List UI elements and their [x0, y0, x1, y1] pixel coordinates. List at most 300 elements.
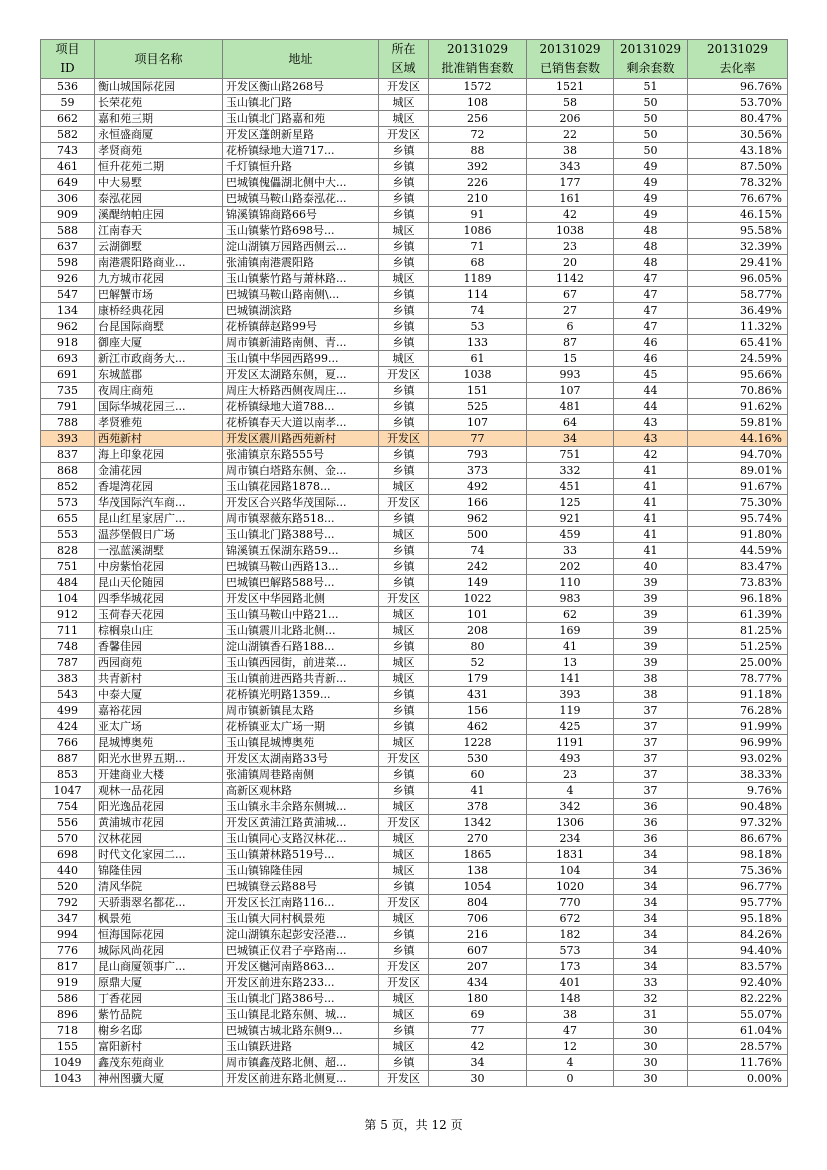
- cell-approved: 1342: [429, 815, 527, 831]
- cell-area: 乡镇: [379, 639, 429, 655]
- table-row: [41, 687, 788, 703]
- table-row: [41, 575, 788, 591]
- cell-name: 汉林花园: [95, 831, 223, 847]
- cell-area: 城区: [379, 527, 429, 543]
- project-table: [40, 39, 788, 1087]
- cell-address: 周市镇鑫茂路北侧、超...: [223, 1055, 379, 1071]
- cell-rate: 70.86%: [688, 383, 788, 399]
- cell-rate: 28.57%: [688, 1039, 788, 1055]
- cell-area: 乡镇: [379, 703, 429, 719]
- cell-id: 104: [41, 591, 95, 607]
- cell-area: 城区: [379, 655, 429, 671]
- header-remaining-line2: 剩余套数: [614, 59, 688, 79]
- table-row: [41, 287, 788, 303]
- cell-name: 溪醍纳帕庄园: [95, 207, 223, 223]
- cell-id: 693: [41, 351, 95, 367]
- cell-id: 828: [41, 543, 95, 559]
- cell-remaining: 30: [614, 1023, 688, 1039]
- cell-remaining: 37: [614, 751, 688, 767]
- cell-rate: 55.07%: [688, 1007, 788, 1023]
- cell-remaining: 36: [614, 799, 688, 815]
- cell-sold: 983: [527, 591, 614, 607]
- cell-sold: 87: [527, 335, 614, 351]
- cell-remaining: 34: [614, 847, 688, 863]
- cell-name: 中泰大厦: [95, 687, 223, 703]
- cell-remaining: 44: [614, 399, 688, 415]
- cell-approved: 133: [429, 335, 527, 351]
- cell-rate: 44.16%: [688, 431, 788, 447]
- cell-sold: 12: [527, 1039, 614, 1055]
- cell-id: 1047: [41, 783, 95, 799]
- cell-approved: 53: [429, 319, 527, 335]
- cell-name: 御座大厦: [95, 335, 223, 351]
- table-row: [41, 847, 788, 863]
- cell-remaining: 37: [614, 719, 688, 735]
- cell-rate: 96.18%: [688, 591, 788, 607]
- cell-address: 玉山镇萧林路519号...: [223, 847, 379, 863]
- cell-rate: 81.25%: [688, 623, 788, 639]
- table-row: [41, 111, 788, 127]
- cell-id: 919: [41, 975, 95, 991]
- cell-rate: 46.15%: [688, 207, 788, 223]
- table-row: [41, 975, 788, 991]
- cell-area: 乡镇: [379, 1055, 429, 1071]
- cell-sold: 1306: [527, 815, 614, 831]
- cell-id: 59: [41, 95, 95, 111]
- cell-approved: 226: [429, 175, 527, 191]
- cell-approved: 108: [429, 95, 527, 111]
- cell-area: 开发区: [379, 431, 429, 447]
- cell-name: 阳光逸品花园: [95, 799, 223, 815]
- cell-area: 开发区: [379, 591, 429, 607]
- cell-remaining: 49: [614, 175, 688, 191]
- table-row: [41, 879, 788, 895]
- table-row: [41, 79, 788, 95]
- cell-sold: 110: [527, 575, 614, 591]
- header-sold-line2: 已销售套数: [527, 59, 614, 79]
- cell-address: 周市镇翠薇东路518...: [223, 511, 379, 527]
- cell-name: 开建商业大楼: [95, 767, 223, 783]
- cell-rate: 96.99%: [688, 735, 788, 751]
- cell-address: 淀山湖镇万园路西侧云...: [223, 239, 379, 255]
- cell-address: 淀山湖镇香石路188...: [223, 639, 379, 655]
- cell-approved: 88: [429, 143, 527, 159]
- cell-rate: 25.00%: [688, 655, 788, 671]
- cell-address: 开发区太湖路东侧，夏...: [223, 367, 379, 383]
- cell-name: 台昆国际商墅: [95, 319, 223, 335]
- cell-approved: 793: [429, 447, 527, 463]
- cell-remaining: 34: [614, 895, 688, 911]
- cell-sold: 393: [527, 687, 614, 703]
- cell-id: 588: [41, 223, 95, 239]
- cell-remaining: 47: [614, 287, 688, 303]
- cell-remaining: 48: [614, 239, 688, 255]
- cell-name: 恒海国际花园: [95, 927, 223, 943]
- cell-sold: 161: [527, 191, 614, 207]
- cell-area: 乡镇: [379, 783, 429, 799]
- cell-approved: 156: [429, 703, 527, 719]
- cell-area: 乡镇: [379, 319, 429, 335]
- cell-name: 巴解蟹市场: [95, 287, 223, 303]
- cell-approved: 42: [429, 1039, 527, 1055]
- cell-approved: 71: [429, 239, 527, 255]
- cell-area: 乡镇: [379, 511, 429, 527]
- cell-area: 城区: [379, 911, 429, 927]
- table-row: [41, 639, 788, 655]
- cell-id: 155: [41, 1039, 95, 1055]
- table-row: [41, 703, 788, 719]
- cell-name: 锦隆佳园: [95, 863, 223, 879]
- cell-sold: 34: [527, 431, 614, 447]
- cell-name: 昆城博奥苑: [95, 735, 223, 751]
- cell-rate: 59.81%: [688, 415, 788, 431]
- cell-approved: 500: [429, 527, 527, 543]
- cell-remaining: 30: [614, 1071, 688, 1087]
- cell-approved: 434: [429, 975, 527, 991]
- cell-address: 玉山镇紫竹路与萧林路...: [223, 271, 379, 287]
- cell-rate: 65.41%: [688, 335, 788, 351]
- cell-rate: 11.76%: [688, 1055, 788, 1071]
- cell-rate: 73.83%: [688, 575, 788, 591]
- cell-name: 天骄翡翠名都花...: [95, 895, 223, 911]
- cell-remaining: 37: [614, 767, 688, 783]
- table-row: [41, 303, 788, 319]
- cell-address: 周市镇新镇昆太路: [223, 703, 379, 719]
- cell-name: 鑫茂东苑商业: [95, 1055, 223, 1071]
- cell-rate: 95.77%: [688, 895, 788, 911]
- cell-area: 城区: [379, 479, 429, 495]
- header-remaining-line1: 20131029: [614, 40, 688, 60]
- cell-sold: 202: [527, 559, 614, 575]
- cell-name: 中房紫怡花园: [95, 559, 223, 575]
- cell-approved: 525: [429, 399, 527, 415]
- cell-id: 134: [41, 303, 95, 319]
- cell-area: 开发区: [379, 895, 429, 911]
- cell-approved: 216: [429, 927, 527, 943]
- cell-name: 城际风尚花园: [95, 943, 223, 959]
- cell-area: 开发区: [379, 751, 429, 767]
- cell-area: 乡镇: [379, 143, 429, 159]
- table-row: [41, 959, 788, 975]
- cell-area: 城区: [379, 671, 429, 687]
- cell-name: 西园商苑: [95, 655, 223, 671]
- cell-rate: 91.62%: [688, 399, 788, 415]
- table-row: [41, 783, 788, 799]
- cell-rate: 90.48%: [688, 799, 788, 815]
- cell-area: 城区: [379, 863, 429, 879]
- cell-area: 城区: [379, 1039, 429, 1055]
- cell-sold: 104: [527, 863, 614, 879]
- cell-sold: 993: [527, 367, 614, 383]
- cell-id: 853: [41, 767, 95, 783]
- cell-remaining: 39: [614, 591, 688, 607]
- table-row: [41, 479, 788, 495]
- cell-address: 巴城镇马鞍山路南侧\...: [223, 287, 379, 303]
- cell-approved: 1086: [429, 223, 527, 239]
- cell-address: 巴城镇湖滨路: [223, 303, 379, 319]
- cell-address: 开发区衡山路268号: [223, 79, 379, 95]
- cell-remaining: 48: [614, 255, 688, 271]
- cell-remaining: 50: [614, 111, 688, 127]
- cell-remaining: 47: [614, 319, 688, 335]
- cell-address: 开发区黄浦江路黄浦城...: [223, 815, 379, 831]
- cell-approved: 431: [429, 687, 527, 703]
- cell-sold: 425: [527, 719, 614, 735]
- cell-id: 484: [41, 575, 95, 591]
- table-row: [41, 399, 788, 415]
- cell-address: 开发区太湖南路33号: [223, 751, 379, 767]
- cell-area: 城区: [379, 799, 429, 815]
- cell-id: 553: [41, 527, 95, 543]
- cell-rate: 30.56%: [688, 127, 788, 143]
- table-row: [41, 799, 788, 815]
- cell-area: 乡镇: [379, 239, 429, 255]
- table-row: [41, 719, 788, 735]
- table-row: [41, 319, 788, 335]
- cell-rate: 82.22%: [688, 991, 788, 1007]
- table-row: [41, 815, 788, 831]
- table-row: [41, 991, 788, 1007]
- cell-id: 547: [41, 287, 95, 303]
- cell-remaining: 40: [614, 559, 688, 575]
- cell-id: 776: [41, 943, 95, 959]
- cell-approved: 210: [429, 191, 527, 207]
- cell-id: 743: [41, 143, 95, 159]
- cell-address: 高新区观林路: [223, 783, 379, 799]
- cell-approved: 1572: [429, 79, 527, 95]
- cell-approved: 607: [429, 943, 527, 959]
- cell-remaining: 33: [614, 975, 688, 991]
- cell-id: 691: [41, 367, 95, 383]
- cell-id: 909: [41, 207, 95, 223]
- cell-address: 淀山湖镇东起彭安泾港...: [223, 927, 379, 943]
- cell-sold: 47: [527, 1023, 614, 1039]
- cell-approved: 256: [429, 111, 527, 127]
- cell-sold: 459: [527, 527, 614, 543]
- cell-name: 神州图骥大厦: [95, 1071, 223, 1087]
- cell-area: 乡镇: [379, 383, 429, 399]
- cell-name: 棕榈泉山庄: [95, 623, 223, 639]
- cell-rate: 24.59%: [688, 351, 788, 367]
- cell-area: 乡镇: [379, 1023, 429, 1039]
- cell-name: 亚太广场: [95, 719, 223, 735]
- cell-rate: 95.66%: [688, 367, 788, 383]
- cell-rate: 43.18%: [688, 143, 788, 159]
- cell-rate: 51.25%: [688, 639, 788, 655]
- cell-rate: 44.59%: [688, 543, 788, 559]
- cell-remaining: 49: [614, 159, 688, 175]
- cell-sold: 58: [527, 95, 614, 111]
- cell-address: 开发区合兴路华茂国际...: [223, 495, 379, 511]
- cell-sold: 1142: [527, 271, 614, 287]
- cell-id: 748: [41, 639, 95, 655]
- cell-sold: 6: [527, 319, 614, 335]
- cell-name: 海上印象花园: [95, 447, 223, 463]
- cell-approved: 962: [429, 511, 527, 527]
- cell-name: 黄浦城市花园: [95, 815, 223, 831]
- table-row: [41, 271, 788, 287]
- table-row: [41, 1071, 788, 1087]
- cell-area: 城区: [379, 607, 429, 623]
- cell-remaining: 39: [614, 607, 688, 623]
- cell-area: 乡镇: [379, 879, 429, 895]
- cell-address: 巴城镇登云路88号: [223, 879, 379, 895]
- cell-address: 开发区前进东路233...: [223, 975, 379, 991]
- cell-address: 玉山镇大同村枫景苑: [223, 911, 379, 927]
- cell-name: 清风华院: [95, 879, 223, 895]
- table-body: [41, 79, 788, 1087]
- cell-name: 泰泓花园: [95, 191, 223, 207]
- cell-id: 912: [41, 607, 95, 623]
- cell-approved: 1228: [429, 735, 527, 751]
- cell-name: 康桥经典花园: [95, 303, 223, 319]
- cell-id: 788: [41, 415, 95, 431]
- table-row: [41, 863, 788, 879]
- cell-remaining: 39: [614, 623, 688, 639]
- cell-rate: 75.36%: [688, 863, 788, 879]
- cell-rate: 83.47%: [688, 559, 788, 575]
- cell-approved: 74: [429, 303, 527, 319]
- cell-id: 896: [41, 1007, 95, 1023]
- cell-remaining: 39: [614, 575, 688, 591]
- cell-approved: 208: [429, 623, 527, 639]
- cell-sold: 1521: [527, 79, 614, 95]
- cell-area: 城区: [379, 831, 429, 847]
- cell-area: 乡镇: [379, 303, 429, 319]
- cell-id: 573: [41, 495, 95, 511]
- table-row: [41, 767, 788, 783]
- table-row: [41, 543, 788, 559]
- cell-rate: 75.30%: [688, 495, 788, 511]
- cell-approved: 179: [429, 671, 527, 687]
- cell-approved: 1054: [429, 879, 527, 895]
- cell-id: 347: [41, 911, 95, 927]
- cell-address: 花桥镇绿地大道788...: [223, 399, 379, 415]
- cell-rate: 92.40%: [688, 975, 788, 991]
- cell-sold: 573: [527, 943, 614, 959]
- cell-name: 枫景苑: [95, 911, 223, 927]
- cell-rate: 0.00%: [688, 1071, 788, 1087]
- cell-rate: 95.58%: [688, 223, 788, 239]
- cell-address: 花桥镇薛赵路99号: [223, 319, 379, 335]
- cell-name: 嘉裕花园: [95, 703, 223, 719]
- cell-address: 巴城镇傀儡湖北侧中大...: [223, 175, 379, 191]
- cell-rate: 95.74%: [688, 511, 788, 527]
- cell-area: 城区: [379, 623, 429, 639]
- cell-name: 昆山商厦领事广...: [95, 959, 223, 975]
- cell-approved: 492: [429, 479, 527, 495]
- cell-approved: 114: [429, 287, 527, 303]
- cell-approved: 41: [429, 783, 527, 799]
- cell-rate: 80.47%: [688, 111, 788, 127]
- cell-remaining: 50: [614, 95, 688, 111]
- cell-name: 中大易墅: [95, 175, 223, 191]
- cell-sold: 107: [527, 383, 614, 399]
- table-row: [41, 351, 788, 367]
- cell-remaining: 45: [614, 367, 688, 383]
- cell-rate: 91.67%: [688, 479, 788, 495]
- cell-id: 1049: [41, 1055, 95, 1071]
- cell-address: 玉山镇同心支路汉林花...: [223, 831, 379, 847]
- cell-id: 570: [41, 831, 95, 847]
- cell-sold: 0: [527, 1071, 614, 1087]
- cell-area: 乡镇: [379, 287, 429, 303]
- cell-approved: 149: [429, 575, 527, 591]
- cell-remaining: 43: [614, 431, 688, 447]
- cell-rate: 98.18%: [688, 847, 788, 863]
- cell-area: 乡镇: [379, 927, 429, 943]
- cell-name: 香堤湾花园: [95, 479, 223, 495]
- cell-id: 791: [41, 399, 95, 415]
- header-sold-line1: 20131029: [527, 40, 614, 60]
- cell-sold: 15: [527, 351, 614, 367]
- cell-address: 玉山镇昆城博奥苑: [223, 735, 379, 751]
- cell-rate: 94.40%: [688, 943, 788, 959]
- cell-name: 长荣花苑: [95, 95, 223, 111]
- cell-remaining: 30: [614, 1055, 688, 1071]
- cell-rate: 78.77%: [688, 671, 788, 687]
- cell-approved: 1022: [429, 591, 527, 607]
- cell-name: 丁香花园: [95, 991, 223, 1007]
- cell-approved: 74: [429, 543, 527, 559]
- cell-id: 582: [41, 127, 95, 143]
- cell-remaining: 39: [614, 655, 688, 671]
- cell-remaining: 42: [614, 447, 688, 463]
- cell-rate: 29.41%: [688, 255, 788, 271]
- cell-address: 周市镇白塔路东侧、金...: [223, 463, 379, 479]
- cell-address: 巴城镇正仪君子亭路南...: [223, 943, 379, 959]
- cell-name: 榭乡名邸: [95, 1023, 223, 1039]
- cell-id: 637: [41, 239, 95, 255]
- cell-sold: 20: [527, 255, 614, 271]
- cell-remaining: 34: [614, 863, 688, 879]
- cell-address: 巴城镇古城北路东侧9...: [223, 1023, 379, 1039]
- cell-area: 乡镇: [379, 335, 429, 351]
- cell-sold: 342: [527, 799, 614, 815]
- cell-area: 乡镇: [379, 559, 429, 575]
- cell-sold: 141: [527, 671, 614, 687]
- cell-area: 乡镇: [379, 255, 429, 271]
- cell-area: 乡镇: [379, 463, 429, 479]
- cell-remaining: 34: [614, 943, 688, 959]
- cell-area: 开发区: [379, 367, 429, 383]
- cell-id: 852: [41, 479, 95, 495]
- cell-rate: 95.18%: [688, 911, 788, 927]
- cell-sold: 343: [527, 159, 614, 175]
- cell-approved: 30: [429, 1071, 527, 1087]
- cell-address: 开发区前进东路北侧夏...: [223, 1071, 379, 1087]
- cell-approved: 530: [429, 751, 527, 767]
- cell-address: 张浦镇周巷路南侧: [223, 767, 379, 783]
- table-row: [41, 895, 788, 911]
- cell-name: 夜周庄商苑: [95, 383, 223, 399]
- cell-remaining: 31: [614, 1007, 688, 1023]
- cell-remaining: 49: [614, 191, 688, 207]
- cell-rate: 91.18%: [688, 687, 788, 703]
- cell-rate: 53.70%: [688, 95, 788, 111]
- cell-rate: 91.99%: [688, 719, 788, 735]
- cell-id: 735: [41, 383, 95, 399]
- cell-area: 城区: [379, 1007, 429, 1023]
- cell-name: 南港震阳路商业...: [95, 255, 223, 271]
- cell-remaining: 34: [614, 927, 688, 943]
- cell-sold: 182: [527, 927, 614, 943]
- cell-remaining: 30: [614, 1039, 688, 1055]
- cell-address: 玉山镇前进西路共青新...: [223, 671, 379, 687]
- cell-id: 461: [41, 159, 95, 175]
- table-row: [41, 751, 788, 767]
- table-row: [41, 735, 788, 751]
